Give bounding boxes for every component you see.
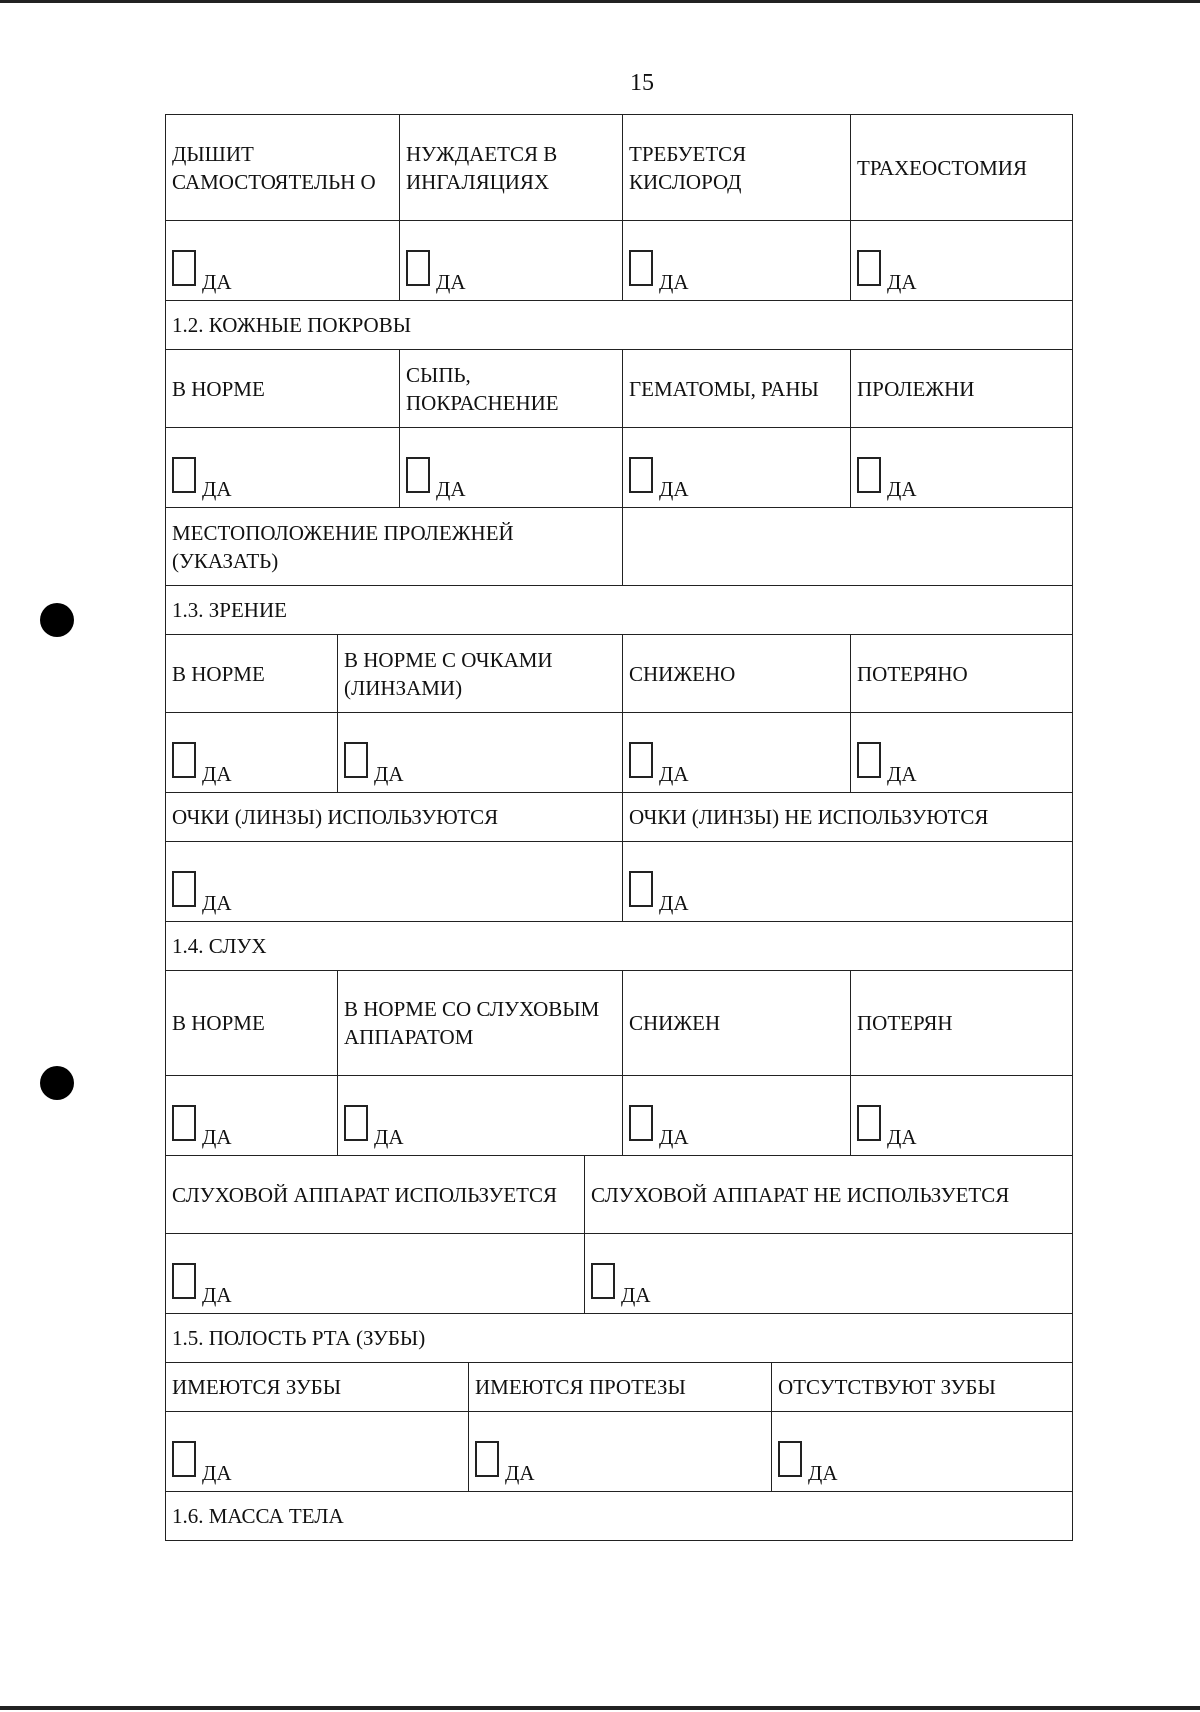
checkbox-label: ДА [887, 1125, 917, 1149]
hearing-aid-header-row [165, 1156, 1073, 1234]
checkbox-label: ДА [202, 762, 232, 786]
checkbox-label: ДА [202, 1461, 232, 1485]
header-cell: В НОРМЕ [172, 376, 265, 401]
checkbox-cell [166, 221, 399, 300]
checkbox-cell [166, 713, 337, 792]
checkbox-label: ДА [659, 762, 689, 786]
skin-check-row [165, 428, 1073, 508]
checkbox[interactable] [172, 1441, 196, 1477]
checkbox[interactable] [629, 1105, 653, 1141]
weight-section-row [165, 1492, 1073, 1541]
section-title: 1.5. ПОЛОСТЬ РТА (ЗУБЫ) [172, 1326, 426, 1350]
bedsore-location-field[interactable] [622, 508, 1072, 585]
checkbox-cell [850, 428, 1072, 507]
checkbox-label: ДА [202, 477, 232, 501]
checkbox-cell [622, 221, 850, 300]
checkbox[interactable] [857, 250, 881, 286]
glasses-header-row [165, 793, 1073, 842]
checkbox[interactable] [406, 457, 430, 493]
header-cell: ПОТЕРЯН [850, 971, 1072, 1075]
checkbox-label: ДА [621, 1283, 651, 1307]
header-cell: ИМЕЮТСЯ ПРОТЕЗЫ [468, 1363, 771, 1411]
checkbox-cell [850, 221, 1072, 300]
checkbox-label: ДА [202, 270, 232, 294]
checkbox[interactable] [857, 1105, 881, 1141]
header-cell: ТРАХЕОСТОМИЯ [850, 115, 1072, 220]
checkbox-cell [850, 1076, 1072, 1155]
checkbox[interactable] [629, 871, 653, 907]
checkbox[interactable] [406, 250, 430, 286]
glasses-check-row [165, 842, 1073, 922]
checkbox[interactable] [172, 250, 196, 286]
section-title: 1.2. КОЖНЫЕ ПОКРОВЫ [172, 313, 412, 337]
checkbox-label: ДА [659, 270, 689, 294]
checkbox[interactable] [172, 457, 196, 493]
checkbox-cell [166, 1412, 468, 1491]
skin-section-row [165, 301, 1073, 350]
header-cell: В НОРМЕ СО СЛУХОВЫМ АППАРАТОМ [337, 971, 622, 1075]
bedsore-location-label: МЕСТОПОЛОЖЕНИЕ ПРОЛЕЖНЕЙ (УКАЗАТЬ) [172, 520, 514, 573]
checkbox-cell [622, 428, 850, 507]
hearing-check-row [165, 1076, 1073, 1156]
page-top-edge [0, 0, 1200, 3]
checkbox[interactable] [172, 742, 196, 778]
vision-section-row [165, 586, 1073, 635]
hearing-header-row [165, 971, 1073, 1076]
breathing-check-row [165, 221, 1073, 301]
checkbox-cell [166, 842, 622, 921]
checkbox-cell [771, 1412, 1072, 1491]
checkbox-cell [399, 428, 622, 507]
checkbox-label: ДА [887, 762, 917, 786]
checkbox-cell [337, 713, 622, 792]
checkbox-label: ДА [202, 1125, 232, 1149]
vision-header-row [165, 635, 1073, 713]
checkbox[interactable] [475, 1441, 499, 1477]
checkbox-label: ДА [659, 891, 689, 915]
checkbox-label: ДА [808, 1461, 838, 1485]
section-title: 1.6. МАССА ТЕЛА [172, 1504, 344, 1528]
checkbox[interactable] [629, 457, 653, 493]
checkbox-label: ДА [436, 477, 466, 501]
hearing-section-row [165, 922, 1073, 971]
checkbox-label: ДА [887, 477, 917, 501]
checkbox-label: ДА [505, 1461, 535, 1485]
checkbox-label: ДА [374, 1125, 404, 1149]
checkbox-cell [166, 428, 399, 507]
checkbox[interactable] [629, 742, 653, 778]
header-cell: В НОРМЕ [172, 661, 265, 686]
bedsore-location-row [165, 508, 1073, 586]
checkbox[interactable] [857, 742, 881, 778]
checkbox[interactable] [344, 1105, 368, 1141]
checkbox-cell [584, 1234, 1072, 1313]
header-cell: ОТСУТСТВУЮТ ЗУБЫ [771, 1363, 1072, 1411]
header-cell: СНИЖЕН [622, 971, 850, 1075]
checkbox-label: ДА [659, 477, 689, 501]
checkbox[interactable] [172, 1105, 196, 1141]
checkbox-label: ДА [202, 891, 232, 915]
header-cell: СЛУХОВОЙ АППАРАТ ИСПОЛЬЗУЕТСЯ [172, 1182, 557, 1207]
assessment-form [165, 114, 1073, 1541]
checkbox-cell [166, 1076, 337, 1155]
header-cell: СНИЖЕНО [622, 635, 850, 712]
checkbox[interactable] [629, 250, 653, 286]
checkbox[interactable] [857, 457, 881, 493]
section-title: 1.4. СЛУХ [172, 934, 267, 958]
header-cell: ДЫШИТ САМОСТОЯТЕЛЬН О [172, 141, 376, 194]
header-cell: ТРЕБУЕТСЯ КИСЛОРОД [622, 115, 850, 220]
hearing-aid-check-row [165, 1234, 1073, 1314]
header-cell: НУЖДАЕТСЯ В ИНГАЛЯЦИЯХ [399, 115, 622, 220]
section-title: 1.3. ЗРЕНИЕ [172, 598, 287, 622]
breathing-header-row [165, 114, 1073, 221]
checkbox-label: ДА [202, 1283, 232, 1307]
checkbox-cell [622, 713, 850, 792]
checkbox-cell [622, 1076, 850, 1155]
checkbox[interactable] [778, 1441, 802, 1477]
header-cell: В НОРМЕ [172, 1011, 265, 1035]
page-bottom-edge [0, 1706, 1200, 1710]
header-cell: ИМЕЮТСЯ ЗУБЫ [172, 1375, 342, 1399]
page-number: 15 [630, 70, 654, 96]
header-cell: ОЧКИ (ЛИНЗЫ) ИСПОЛЬЗУЮТСЯ [172, 805, 499, 829]
mouth-section-row [165, 1314, 1073, 1363]
checkbox-cell [337, 1076, 622, 1155]
checkbox-cell [468, 1412, 771, 1491]
header-cell: СЫПЬ, ПОКРАСНЕНИЕ [399, 350, 622, 427]
checkbox-cell [399, 221, 622, 300]
checkbox-label: ДА [659, 1125, 689, 1149]
checkbox-cell [850, 713, 1072, 792]
checkbox-cell [166, 1234, 584, 1313]
checkbox-cell [622, 842, 1072, 921]
header-cell: ПОТЕРЯНО [850, 635, 1072, 712]
vision-check-row [165, 713, 1073, 793]
header-cell: ОЧКИ (ЛИНЗЫ) НЕ ИСПОЛЬЗУЮТСЯ [622, 793, 1072, 841]
checkbox[interactable] [172, 1263, 196, 1299]
checkbox[interactable] [591, 1263, 615, 1299]
punch-hole [40, 1066, 74, 1100]
header-cell: В НОРМЕ С ОЧКАМИ (ЛИНЗАМИ) [337, 635, 622, 712]
mouth-check-row [165, 1412, 1073, 1492]
header-cell: ГЕМАТОМЫ, РАНЫ [622, 350, 850, 427]
header-cell: СЛУХОВОЙ АППАРАТ НЕ ИСПОЛЬЗУЕТСЯ [584, 1156, 1072, 1233]
checkbox-label: ДА [374, 762, 404, 786]
checkbox-label: ДА [887, 270, 917, 294]
skin-header-row [165, 350, 1073, 428]
checkbox[interactable] [344, 742, 368, 778]
checkbox[interactable] [172, 871, 196, 907]
mouth-header-row [165, 1363, 1073, 1412]
checkbox-label: ДА [436, 270, 466, 294]
punch-hole [40, 603, 74, 637]
header-cell: ПРОЛЕЖНИ [850, 350, 1072, 427]
